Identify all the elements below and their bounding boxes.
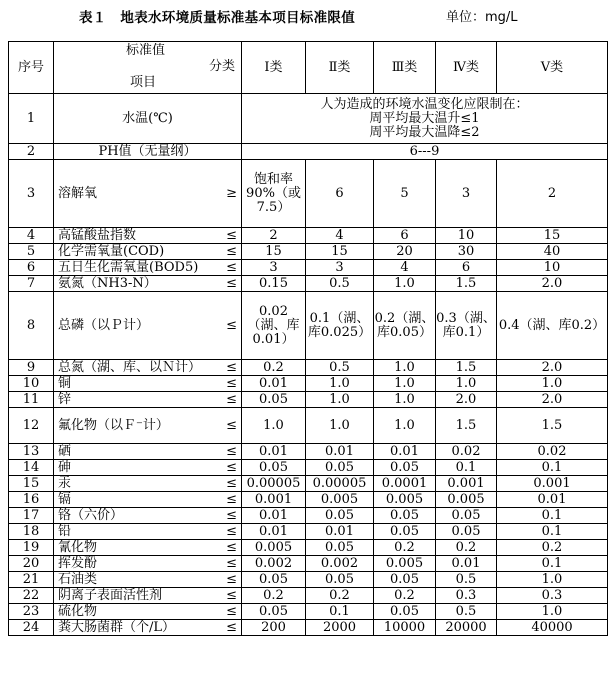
item-cell — [54, 260, 242, 276]
unit-label: 单位：mg/L — [446, 10, 518, 25]
comparison-symbol: ≤ — [226, 259, 237, 275]
item-name: 硒 — [58, 443, 72, 459]
table-row — [9, 572, 608, 588]
value-cell: 2.0 — [497, 392, 608, 408]
value-cell: 0.01 — [306, 444, 374, 460]
item-name: 铜 — [58, 375, 72, 391]
value-cell: 0.01 — [242, 444, 306, 460]
item-name: PH值（无量纲） — [98, 143, 197, 159]
item-cell — [54, 144, 242, 160]
value-cell: 1.5 — [436, 360, 497, 376]
table-title: 表１ 地表水环境质量标准基本项目标准限值 — [79, 10, 355, 26]
table-row — [9, 524, 608, 540]
item-name: 溶解氧 — [58, 185, 98, 201]
comparison-symbol: ≤ — [226, 417, 237, 433]
value-cell: 0.05 — [242, 392, 306, 408]
table-row — [9, 508, 608, 524]
value-cell: 0.2 — [242, 588, 306, 604]
value-cell: 0.1 — [497, 508, 608, 524]
value-cell: 0.001 — [497, 476, 608, 492]
item-cell — [54, 620, 242, 636]
value-cell: 0.2（湖、库0.05） — [374, 292, 436, 360]
value-cell: 15 — [306, 244, 374, 260]
comparison-symbol: ≤ — [226, 391, 237, 407]
item-cell — [54, 160, 242, 228]
comparison-symbol: ≤ — [226, 459, 237, 475]
value-cell: 10 — [436, 228, 497, 244]
value-cell: 1.0 — [436, 376, 497, 392]
value-cell: 2 — [242, 228, 306, 244]
row-number: 3 — [9, 160, 54, 228]
comparison-symbol: ≤ — [226, 359, 237, 375]
value-cell: 1.5 — [497, 408, 608, 444]
standards-table — [8, 41, 608, 636]
item-name: 砷 — [58, 459, 72, 475]
value-cell: 0.01 — [497, 492, 608, 508]
table-row — [9, 144, 608, 160]
value-cell: 1.0 — [306, 392, 374, 408]
value-cell: 40 — [497, 244, 608, 260]
value-cell: 0.5 — [306, 360, 374, 376]
value-cell: 0.01 — [436, 556, 497, 572]
note-line: 周平均最大温降≤2 — [369, 124, 480, 140]
value-cell: 1.0 — [242, 408, 306, 444]
value-cell: 40000 — [497, 620, 608, 636]
comparison-symbol: ≤ — [226, 619, 237, 635]
item-name: 挥发酚 — [58, 555, 98, 571]
row-number: 19 — [9, 540, 54, 556]
class-header: Ⅳ类 — [436, 42, 497, 94]
value-cell: 1.0 — [374, 276, 436, 292]
seq-header: 序号 — [9, 42, 54, 94]
item-cell — [54, 444, 242, 460]
table-row — [9, 228, 608, 244]
value-cell: 0.1 — [436, 460, 497, 476]
standard-value-label: 标准值 — [126, 43, 166, 58]
value-cell: 0.005 — [436, 492, 497, 508]
value-cell: 1.0 — [306, 408, 374, 444]
value-cell: 6 — [374, 228, 436, 244]
item-cell — [54, 244, 242, 260]
value-cell: 0.05 — [436, 524, 497, 540]
value-cell: 0.05 — [306, 540, 374, 556]
item-name: 汞 — [58, 475, 72, 491]
value-cell: 1.0 — [497, 604, 608, 620]
value-cell: 0.5 — [436, 572, 497, 588]
value-cell: 0.1 — [497, 524, 608, 540]
value-cell: 0.01 — [242, 508, 306, 524]
row-number: 21 — [9, 572, 54, 588]
value-cell: 6 — [436, 260, 497, 276]
comparison-symbol: ≤ — [226, 603, 237, 619]
comparison-symbol: ≤ — [226, 443, 237, 459]
table-row — [9, 444, 608, 460]
value-cell: 0.1（湖、库0.025） — [306, 292, 374, 360]
category-label: 分类 — [208, 59, 235, 74]
table-row — [9, 276, 608, 292]
table-row — [9, 94, 608, 144]
item-cell — [54, 228, 242, 244]
table-row — [9, 292, 608, 360]
item-name: 铅 — [58, 523, 72, 539]
value-cell: 1.0 — [497, 376, 608, 392]
table-row — [9, 360, 608, 376]
table-row — [9, 556, 608, 572]
item-cell — [54, 292, 242, 360]
title-row — [0, 6, 614, 26]
value-cell: 1.0 — [497, 572, 608, 588]
table-row — [9, 244, 608, 260]
value-cell: 0.3（湖、库0.1） — [436, 292, 497, 360]
merged-note-cell — [242, 144, 608, 160]
item-cell — [54, 460, 242, 476]
item-name: 锌 — [58, 391, 72, 407]
value-cell: 0.05 — [306, 460, 374, 476]
value-cell: 0.05 — [242, 572, 306, 588]
value-cell: 0.01 — [306, 524, 374, 540]
item-name: 镉 — [58, 491, 72, 507]
value-cell: 0.00005 — [306, 476, 374, 492]
item-name: 铬（六价） — [58, 507, 124, 523]
item-name: 氨氮（NH3-N） — [58, 275, 157, 291]
value-cell: 0.4（湖、库0.2） — [497, 292, 608, 360]
value-cell: 0.2 — [436, 540, 497, 556]
value-cell: 0.001 — [436, 476, 497, 492]
table-row — [9, 260, 608, 276]
value-cell: 0.5 — [436, 604, 497, 620]
table-row — [9, 160, 608, 228]
value-cell: 0.005 — [242, 540, 306, 556]
item-name: 硫化物 — [58, 603, 98, 619]
value-cell: 2.0 — [497, 360, 608, 376]
note-line: 周平均最大温升≤1 — [369, 110, 480, 126]
value-cell: 0.1 — [497, 460, 608, 476]
item-name: 石油类 — [58, 571, 98, 587]
value-cell: 10000 — [374, 620, 436, 636]
row-number: 16 — [9, 492, 54, 508]
item-cell — [54, 588, 242, 604]
item-cell — [54, 556, 242, 572]
comparison-symbol: ≤ — [226, 375, 237, 391]
value-cell: 1.0 — [374, 360, 436, 376]
value-cell: 0.05 — [242, 604, 306, 620]
item-cell — [54, 94, 242, 144]
row-number: 1 — [9, 94, 54, 144]
comparison-symbol: ≤ — [226, 539, 237, 555]
row-number: 20 — [9, 556, 54, 572]
row-number: 15 — [9, 476, 54, 492]
row-number: 7 — [9, 276, 54, 292]
item-cell — [54, 540, 242, 556]
value-cell: 1.5 — [436, 276, 497, 292]
value-cell: 6 — [306, 160, 374, 228]
value-cell: 2.0 — [497, 276, 608, 292]
value-cell: 10 — [497, 260, 608, 276]
item-cell — [54, 508, 242, 524]
item-cell — [54, 476, 242, 492]
item-name: 总磷（以Ｐ计） — [58, 317, 150, 333]
item-cell — [54, 376, 242, 392]
value-cell: 1.0 — [374, 376, 436, 392]
table-row — [9, 408, 608, 444]
comparison-symbol: ≤ — [226, 571, 237, 587]
note-line: 人为造成的环境水温变化应限制在： — [320, 96, 529, 112]
value-cell: 0.2 — [497, 540, 608, 556]
value-cell: 2000 — [306, 620, 374, 636]
table-row — [9, 588, 608, 604]
value-cell: 3 — [436, 160, 497, 228]
class-header: Ⅲ类 — [374, 42, 436, 94]
value-cell: 2 — [497, 160, 608, 228]
value-cell: 0.005 — [374, 556, 436, 572]
value-cell: 200 — [242, 620, 306, 636]
value-cell: 0.2 — [242, 360, 306, 376]
item-cell — [54, 572, 242, 588]
comparison-symbol: ≤ — [226, 275, 237, 291]
row-number: 4 — [9, 228, 54, 244]
item-name: 五日生化需氧量(BOD5) — [58, 259, 199, 275]
merged-note-cell — [242, 94, 608, 144]
value-cell: 15 — [497, 228, 608, 244]
value-cell: 0.005 — [306, 492, 374, 508]
table-row — [9, 376, 608, 392]
note-line: 6---9 — [409, 143, 440, 159]
item-name: 粪大肠菌群（个/L） — [58, 619, 176, 635]
row-number: 22 — [9, 588, 54, 604]
class-header: Ⅰ类 — [242, 42, 306, 94]
value-cell: 2.0 — [436, 392, 497, 408]
value-cell: 4 — [306, 228, 374, 244]
table-row — [9, 476, 608, 492]
row-number: 17 — [9, 508, 54, 524]
value-cell: 0.2 — [374, 588, 436, 604]
table-row — [9, 392, 608, 408]
value-cell: 0.05 — [242, 460, 306, 476]
item-name: 总氮（湖、库、以Ｎ计） — [58, 359, 202, 375]
value-cell: 1.5 — [436, 408, 497, 444]
item-cell — [54, 524, 242, 540]
item-cell — [54, 276, 242, 292]
class-header: Ⅴ类 — [497, 42, 608, 94]
value-cell: 0.1 — [497, 556, 608, 572]
item-name: 阴离子表面活性剂 — [58, 587, 163, 603]
comparison-symbol: ≤ — [226, 523, 237, 539]
item-cell — [54, 604, 242, 620]
header-row — [9, 42, 608, 94]
value-cell: 0.01 — [242, 376, 306, 392]
value-cell: 0.002 — [242, 556, 306, 572]
table-row — [9, 540, 608, 556]
value-cell: 0.005 — [374, 492, 436, 508]
value-cell: 0.2 — [306, 588, 374, 604]
value-cell: 0.001 — [242, 492, 306, 508]
row-number: 13 — [9, 444, 54, 460]
value-cell: 5 — [374, 160, 436, 228]
value-cell: 0.05 — [436, 508, 497, 524]
comparison-symbol: ≤ — [226, 491, 237, 507]
value-cell: 0.05 — [306, 508, 374, 524]
value-cell: 0.01 — [242, 524, 306, 540]
item-cell — [54, 408, 242, 444]
value-cell: 0.05 — [374, 572, 436, 588]
comparison-symbol: ≥ — [226, 185, 237, 201]
item-cell — [54, 392, 242, 408]
value-cell: 0.15 — [242, 276, 306, 292]
table-row — [9, 620, 608, 636]
value-cell: 30 — [436, 244, 497, 260]
item-cell — [54, 360, 242, 376]
value-cell: 饱和率90%（或7.5） — [242, 160, 306, 228]
table-row — [9, 604, 608, 620]
value-cell: 1.0 — [306, 376, 374, 392]
comparison-symbol: ≤ — [226, 555, 237, 571]
row-number: 9 — [9, 360, 54, 376]
value-cell: 0.05 — [374, 508, 436, 524]
value-cell: 0.002 — [306, 556, 374, 572]
value-cell: 0.00005 — [242, 476, 306, 492]
class-header: Ⅱ类 — [306, 42, 374, 94]
value-cell: 0.01 — [374, 444, 436, 460]
row-number: 10 — [9, 376, 54, 392]
value-cell: 0.3 — [436, 588, 497, 604]
value-cell: 0.05 — [374, 460, 436, 476]
row-number: 24 — [9, 620, 54, 636]
value-cell: 0.1 — [306, 604, 374, 620]
comparison-symbol: ≤ — [226, 227, 237, 243]
value-cell: 1.0 — [374, 392, 436, 408]
item-name: 氰化物 — [58, 539, 98, 555]
item-name: 高锰酸盐指数 — [58, 227, 137, 243]
value-cell: 0.05 — [374, 524, 436, 540]
item-header — [54, 42, 242, 94]
row-number: 14 — [9, 460, 54, 476]
value-cell: 0.05 — [306, 572, 374, 588]
value-cell: 15 — [242, 244, 306, 260]
comparison-symbol: ≤ — [226, 475, 237, 491]
value-cell: 0.2 — [374, 540, 436, 556]
row-number: 5 — [9, 244, 54, 260]
value-cell: 0.02 — [497, 444, 608, 460]
row-number: 2 — [9, 144, 54, 160]
value-cell: 1.0 — [374, 408, 436, 444]
row-number: 11 — [9, 392, 54, 408]
value-cell: 3 — [242, 260, 306, 276]
value-cell: 0.05 — [374, 604, 436, 620]
row-number: 18 — [9, 524, 54, 540]
row-number: 23 — [9, 604, 54, 620]
item-cell — [54, 492, 242, 508]
comparison-symbol: ≤ — [226, 317, 237, 333]
value-cell: 0.02（湖、库0.01） — [242, 292, 306, 360]
value-cell: 0.02 — [436, 444, 497, 460]
table-row — [9, 492, 608, 508]
value-cell: 3 — [306, 260, 374, 276]
value-cell: 4 — [374, 260, 436, 276]
comparison-symbol: ≤ — [226, 507, 237, 523]
item-name: 化学需氧量(COD) — [58, 243, 165, 259]
value-cell: 20 — [374, 244, 436, 260]
value-cell: 20000 — [436, 620, 497, 636]
comparison-symbol: ≤ — [226, 587, 237, 603]
value-cell: 0.3 — [497, 588, 608, 604]
table-row — [9, 460, 608, 476]
row-number: 12 — [9, 408, 54, 444]
row-number: 6 — [9, 260, 54, 276]
item-name: 氟化物（以Ｆ⁻计） — [58, 417, 169, 433]
item-label: 项目 — [130, 75, 157, 90]
comparison-symbol: ≤ — [226, 243, 237, 259]
row-number: 8 — [9, 292, 54, 360]
value-cell: 0.5 — [306, 276, 374, 292]
value-cell: 0.0001 — [374, 476, 436, 492]
item-name: 水温(℃) — [122, 110, 173, 126]
